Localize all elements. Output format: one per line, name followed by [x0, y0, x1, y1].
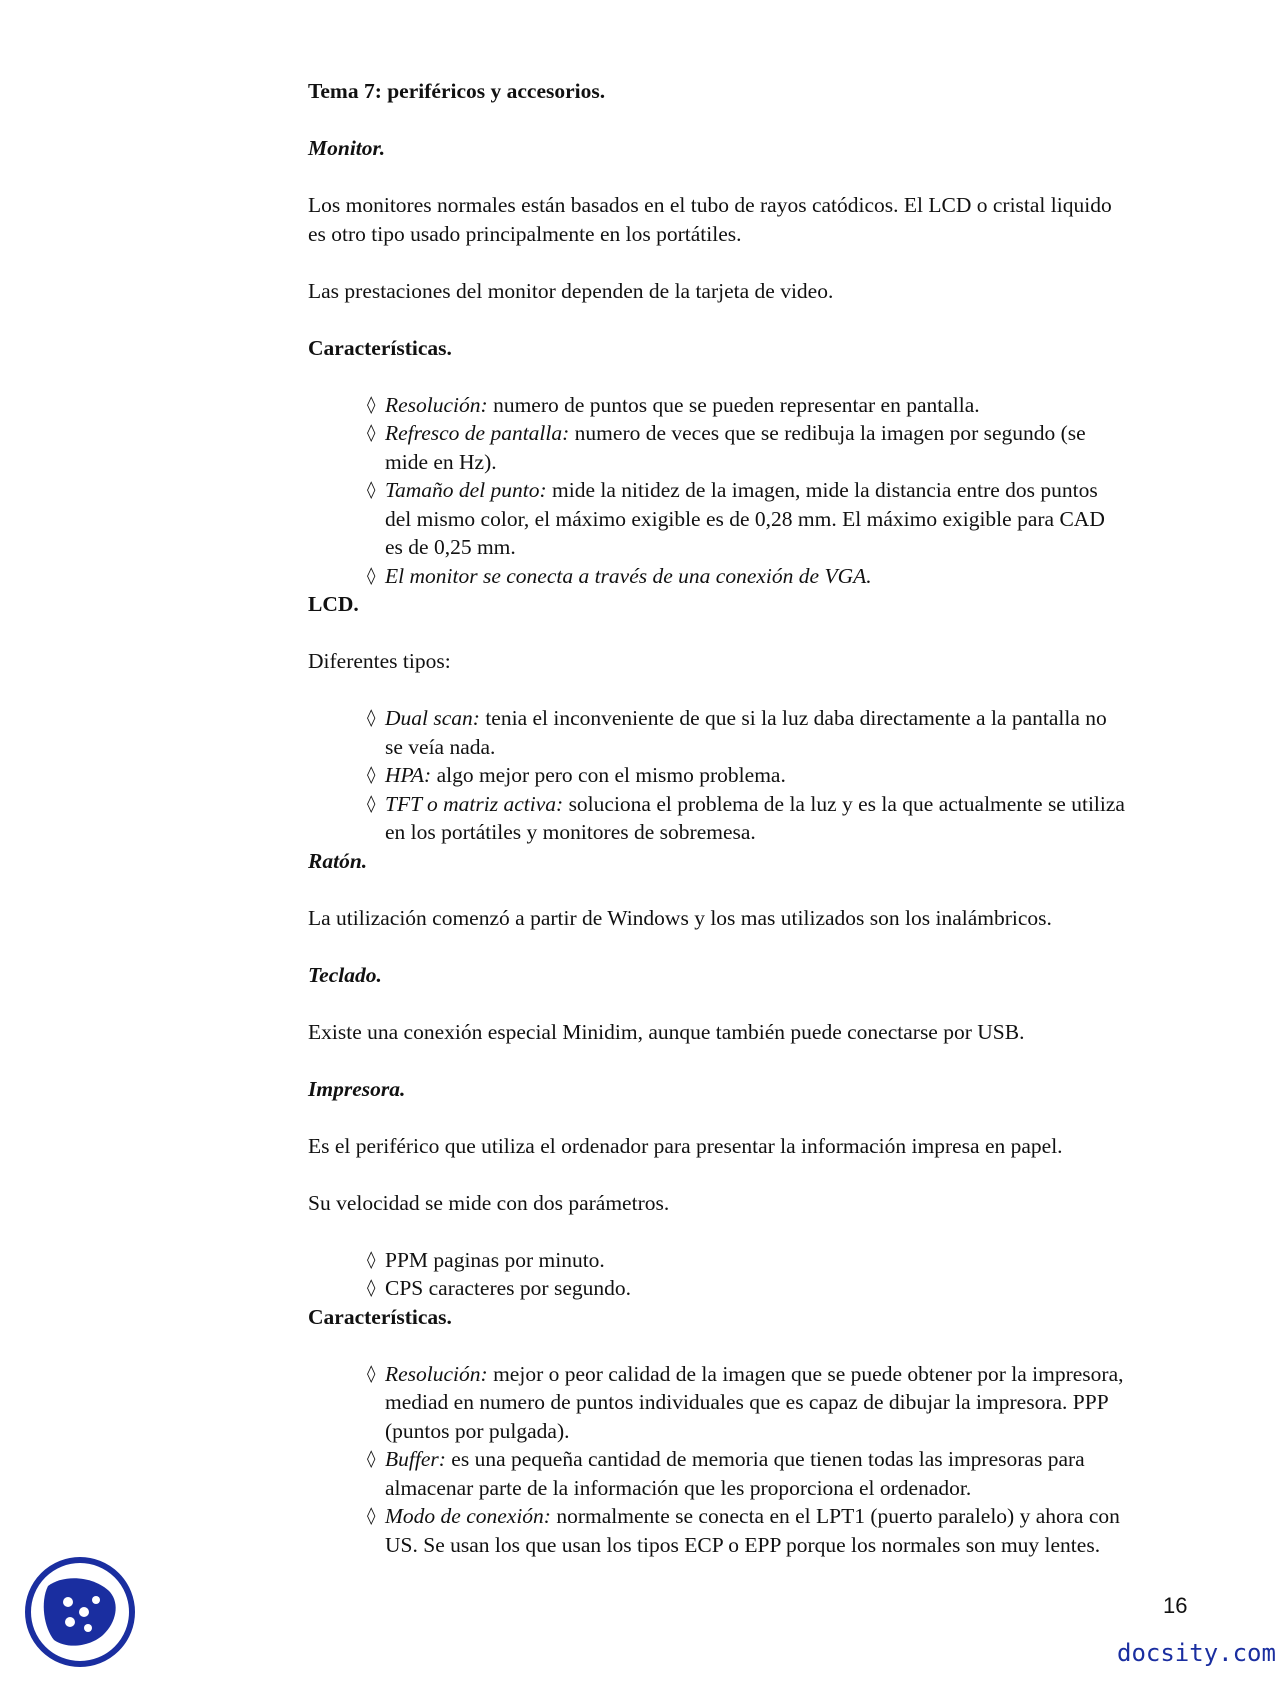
bullet-diamond-icon: ◊	[367, 565, 376, 586]
list-item-text: CPS caracteres por segundo.	[385, 1276, 631, 1300]
list-item-term: Modo de conexión:	[385, 1504, 551, 1528]
list-item-text: tenia el inconveniente de que si la luz daba directamente a la pantalla no	[479, 706, 1107, 730]
page-title: Tema 7: periféricos y accesorios.	[308, 79, 606, 103]
section-heading-raton: Ratón.	[308, 848, 368, 873]
bullet-diamond-icon: ◊	[367, 1278, 376, 1298]
list-item	[308, 1360, 1208, 1446]
bullet-diamond-icon: ◊	[367, 423, 376, 443]
section-heading-caracteristicas: Características.	[308, 1304, 452, 1329]
list-item-term: Refresco de pantalla:	[385, 421, 570, 445]
list-item-text: del mismo color, el máximo exigible es de 0,28 mm. El máximo exigible para CAD	[385, 506, 1105, 531]
list-item-text: numero de puntos que se pueden representar en pantalla.	[487, 392, 980, 417]
list-item-text: US. Se usan los que usan los tipos ECP o EPP porque los normales son muy lentes.	[385, 1532, 1101, 1557]
list-item-term: Buffer:	[385, 1447, 446, 1471]
list-item-term: Resolución:	[385, 392, 488, 417]
list-item	[308, 1274, 1208, 1303]
list-item-text: soluciona el problema de la luz y es la que actualmente se utiliza	[563, 791, 1125, 816]
bullet-diamond-icon: ◊	[367, 1449, 376, 1469]
bullet-diamond-icon: ◊	[367, 1363, 376, 1384]
list-item-text: en los portátiles y monitores de sobremesa.	[385, 820, 756, 844]
paragraph: Diferentes tipos:	[308, 649, 451, 673]
list-item	[308, 1246, 1208, 1275]
list-item	[308, 704, 1208, 761]
list-item	[308, 790, 1208, 847]
bullet-diamond-icon: ◊	[367, 394, 376, 415]
list-item-text: es una pequeña cantidad de memoria que tienen todas las impresoras para	[445, 1447, 1085, 1471]
list-item-text: se veía nada.	[385, 734, 496, 759]
section-heading-monitor: Monitor.	[308, 136, 386, 160]
document-body	[308, 77, 1208, 1559]
list-item-text: numero de veces que se redibuja la imagen por segundo (se	[569, 421, 1086, 445]
list-item-text: mejor o peor calidad de la imagen que se puede obtener por la impresora,	[487, 1361, 1124, 1386]
list-item	[308, 1445, 1208, 1502]
list-item-term: Resolución:	[385, 1361, 488, 1386]
page-number: 16	[1163, 1593, 1188, 1618]
list-item	[308, 476, 1208, 562]
bullet-diamond-icon: ◊	[367, 793, 376, 814]
list-item-text: normalmente se conecta en el LPT1 (puerto paralelo) y ahora con	[550, 1504, 1120, 1528]
paragraph: La utilización comenzó a partir de Windows y los mas utilizados son los inalámbricos.	[308, 905, 1052, 930]
paragraph: Las prestaciones del monitor dependen de la tarjeta de video.	[308, 278, 834, 303]
section-heading-caracteristicas: Características.	[308, 335, 452, 360]
bullet-diamond-icon: ◊	[367, 708, 376, 728]
list-item	[308, 391, 1208, 420]
paragraph: Su velocidad se mide con dos parámetros.	[308, 1190, 670, 1215]
docsity-logo-icon[interactable]	[24, 1556, 136, 1668]
list-item-term: El monitor se conecta a través de una conexión de VGA.	[385, 563, 872, 588]
paragraph-line: es otro tipo usado principalmente en los portátiles.	[308, 221, 742, 246]
list-item-text: es de 0,25 mm.	[385, 535, 516, 559]
list-item-text: mide en Hz).	[385, 449, 497, 474]
list-item	[308, 562, 1208, 591]
section-heading-impresora: Impresora.	[308, 1076, 406, 1101]
bullet-diamond-icon: ◊	[367, 1506, 376, 1526]
list-item	[308, 761, 1208, 790]
list-item-text: algo mejor pero con el mismo problema.	[431, 763, 786, 787]
list-item	[308, 1502, 1208, 1559]
list-item-text: mediad en numero de puntos individuales que es capaz de dibujar la impresora. PPP	[385, 1390, 1109, 1414]
list-item	[308, 419, 1208, 476]
bullet-diamond-icon: ◊	[367, 480, 376, 500]
list-item-term: TFT o matriz activa:	[385, 791, 564, 816]
list-item-text: (puntos por pulgada).	[385, 1418, 570, 1443]
docsity-watermark[interactable]: docsity.com	[1117, 1639, 1276, 1667]
paragraph: Es el periférico que utiliza el ordenador para presentar la información impresa en papel.	[308, 1133, 1063, 1158]
list-item-term: Tamaño del punto:	[385, 478, 547, 502]
paragraph: Existe una conexión especial Minidim, aunque también puede conectarse por USB.	[308, 1019, 1025, 1044]
list-item-text: almacenar parte de la información que les proporciona el ordenador.	[385, 1475, 972, 1500]
list-item-term: Dual scan:	[385, 706, 480, 730]
list-item-text: mide la nitidez de la imagen, mide la distancia entre dos puntos	[546, 478, 1098, 502]
list-item-text: PPM paginas por minuto.	[385, 1247, 605, 1272]
section-heading-lcd: LCD.	[308, 592, 359, 616]
bullet-diamond-icon: ◊	[367, 1249, 376, 1270]
paragraph-line: Los monitores normales están basados en el tubo de rayos catódicos. El LCD o cristal liquido	[308, 193, 1112, 217]
list-item-term: HPA:	[385, 763, 432, 787]
section-heading-teclado: Teclado.	[308, 962, 382, 987]
bullet-diamond-icon: ◊	[367, 765, 376, 785]
